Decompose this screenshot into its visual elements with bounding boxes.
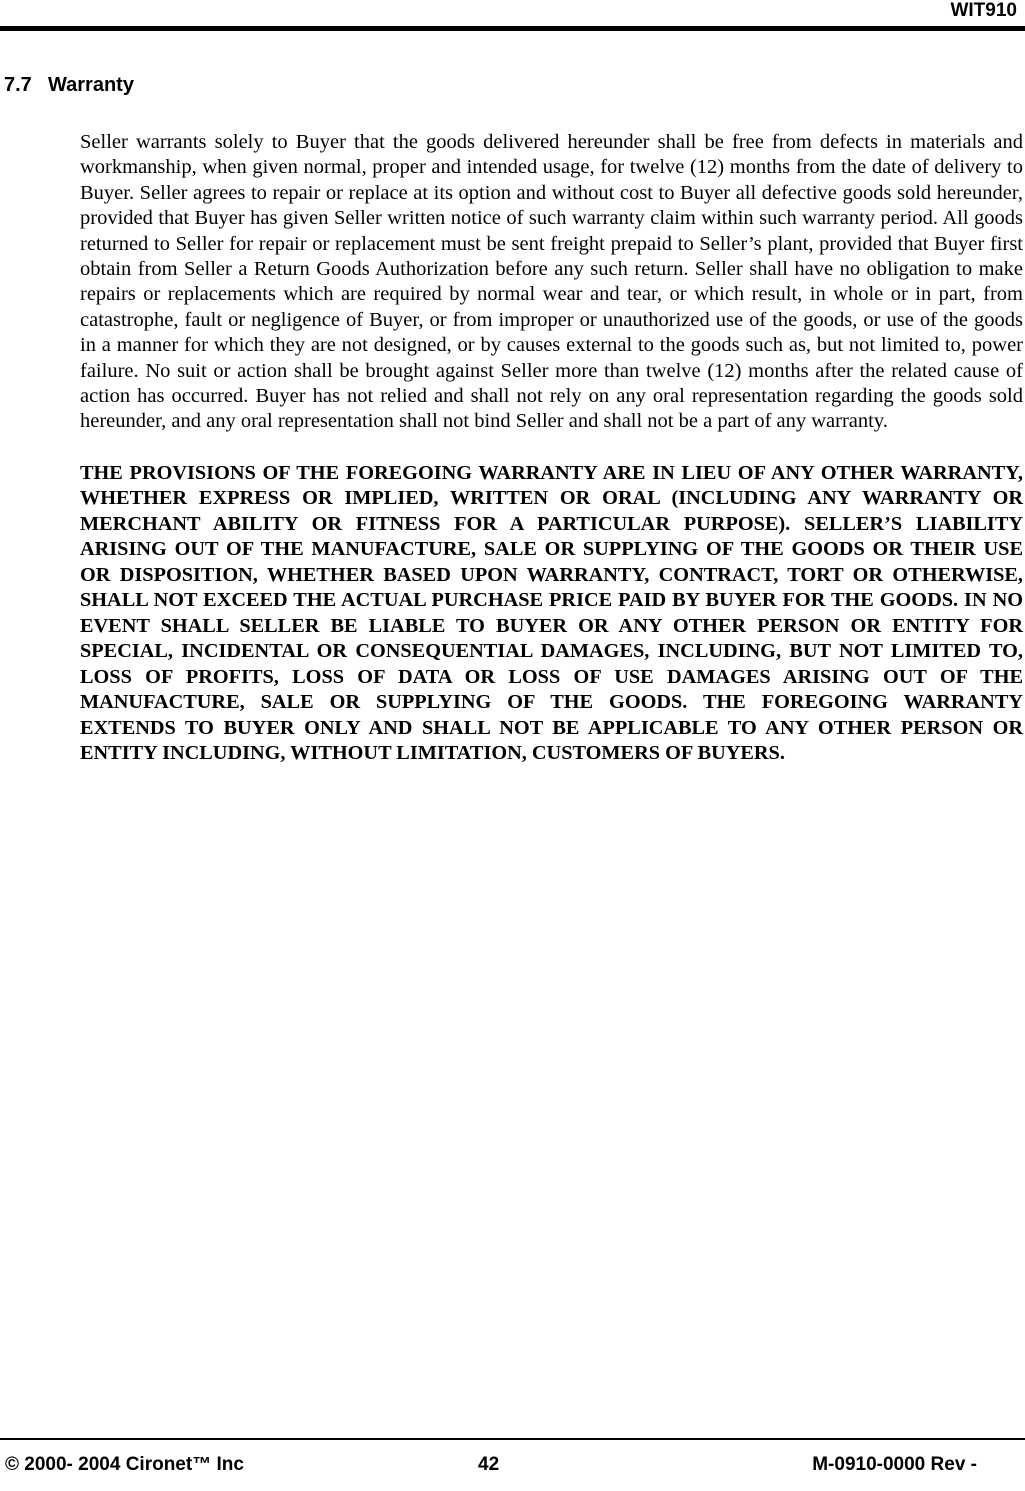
- page-footer: [0, 1438, 1025, 1491]
- document-id: M-0910-0000 Rev -: [812, 1454, 977, 1475]
- copyright-notice: © 2000- 2004 Cironet™ Inc: [5, 1454, 244, 1475]
- footer-divider: [0, 1438, 1025, 1440]
- section-heading: [4, 72, 134, 98]
- page-number: 42: [478, 1454, 500, 1475]
- warranty-paragraph: Seller warrants solely to Buyer that the goods delivered hereunder shall be free from defects in materials and workmanship, when given normal, proper and intended usage, for twelve (12) months from the date of delivery to Buyer. Seller agrees to repair or replace at its option and without cost to Buyer all defective goods sold hereunder, provided that Buyer has given Seller written notice of such warranty claim within such warranty period. All goods returned to Seller for repair or replacement must be sent freight prepaid to Seller’s plant, provided that Buyer first obtain from Seller a Return Goods Authorization before any such return. Seller shall have no obligation to make repairs or replacements which are required by normal wear and tear, or which result, in whole or in part, from catastrophe, fault or negligence of Buyer, or from improper or unauthorized use of the goods, or use of the goods in a manner for which they are not designed, or by causes external to the goods such as, but not limited to, power failure. No suit or action shall be brought against Seller more than twelve (12) months after the related cause of action has occurred. Buyer has not relied and shall not rely on any oral representation regarding the goods sold hereunder, and any oral representation shall not bind Seller and shall not be a part of any warranty.: [80, 131, 1023, 433]
- page-header: [0, 0, 1025, 34]
- section-title: Warranty: [48, 74, 134, 96]
- warranty-disclaimer: THE PROVISIONS OF THE FOREGOING WARRANTY ARE IN LIEU OF ANY OTHER WARRANTY, WHETHER EXPRESS OR IMPLIED, WRITTEN OR ORAL (INCLUDING ANY WARRANTY OR MERCHANT ABILITY OR FITNESS FOR A PARTICULAR PURPOSE). SELLER’S LIABILITY ARISING OUT OF THE MANUFACTURE, SALE OR SUPPLYING OF THE GOODS OR THEIR USE OR DISPOSITION, WHETHER BASED UPON WARRANTY, CONTRACT, TORT OR OTHERWISE, SHALL NOT EXCEED THE ACTUAL PURCHASE PRICE PAID BY BUYER FOR THE GOODS. IN NO EVENT SHALL SELLER BE LIABLE TO BUYER OR ANY OTHER PERSON OR ENTITY FOR SPECIAL, INCIDENTAL OR CONSEQUENTIAL DAMAGES, INCLUDING, BUT NOT LIMITED TO, LOSS OF PROFITS, LOSS OF DATA OR LOSS OF USE DAMAGES ARISING OUT OF THE MANUFACTURE, SALE OR SUPPLYING OF THE GOODS. THE FOREGOING WARRANTY EXTENDS TO BUYER ONLY AND SHALL NOT BE APPLICABLE TO ANY OTHER PERSON OR ENTITY INCLUDING, WITHOUT LIMITATION, CUSTOMERS OF BUYERS.: [80, 461, 1023, 765]
- section-number: 7.7: [4, 74, 32, 96]
- section-content: [80, 130, 1023, 767]
- document-title: WIT910: [950, 0, 1017, 21]
- header-divider: [0, 26, 1025, 31]
